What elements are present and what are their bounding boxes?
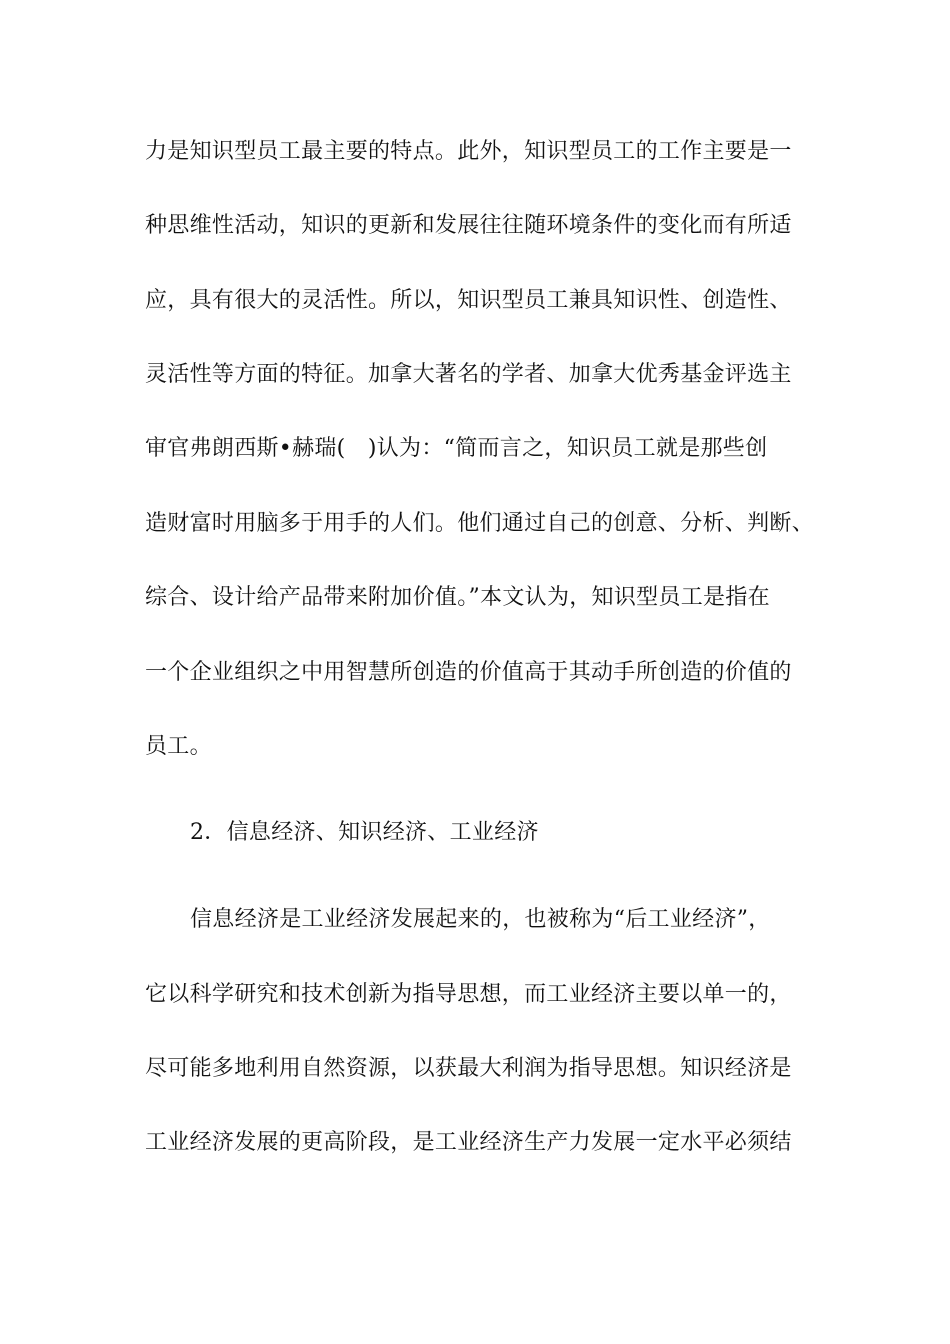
- paragraph-line: 一个企业组织之中用智慧所创造的价值高于其动手所创造的价值的: [145, 660, 792, 685]
- paragraph-line: 尽可能多地利用自然资源，以获最大利润为指导思想。知识经济是: [145, 1056, 792, 1081]
- paragraph-line: 应，具有很大的灵活性。所以，知识型员工兼具知识性、创造性、: [145, 288, 792, 313]
- paragraph-line: 综合、设计给产品带来附加价值。”本文认为，知识型员工是指在: [145, 585, 770, 610]
- paragraph-line: 种思维性活动，知识的更新和发展往往随环境条件的变化而有所适: [145, 213, 792, 238]
- paragraph-line: 造财富时用脑多于用手的人们。他们通过自己的创意、分析、判断、: [145, 511, 815, 536]
- paragraph-line: 员工。: [145, 734, 212, 759]
- paragraph-line: 灵活性等方面的特征。加拿大著名的学者、加拿大优秀基金评选主: [145, 362, 792, 387]
- paragraph-line: 它以科学研究和技术创新为指导思想，而工业经济主要以单一的，: [145, 982, 792, 1007]
- section-heading: 2．信息经济、知识经济、工业经济: [190, 820, 539, 845]
- paragraph-line: 工业经济发展的更高阶段，是工业经济生产力发展一定水平必须结: [145, 1130, 792, 1155]
- paragraph-line: 审官弗朗西斯•赫瑞( )认为：“简而言之，知识员工就是那些创: [145, 436, 768, 461]
- paragraph-line: 力是知识型员工最主要的特点。此外，知识型员工的工作主要是一: [145, 139, 792, 164]
- paragraph-line: 信息经济是工业经济发展起来的，也被称为“后工业经济”，: [190, 907, 771, 932]
